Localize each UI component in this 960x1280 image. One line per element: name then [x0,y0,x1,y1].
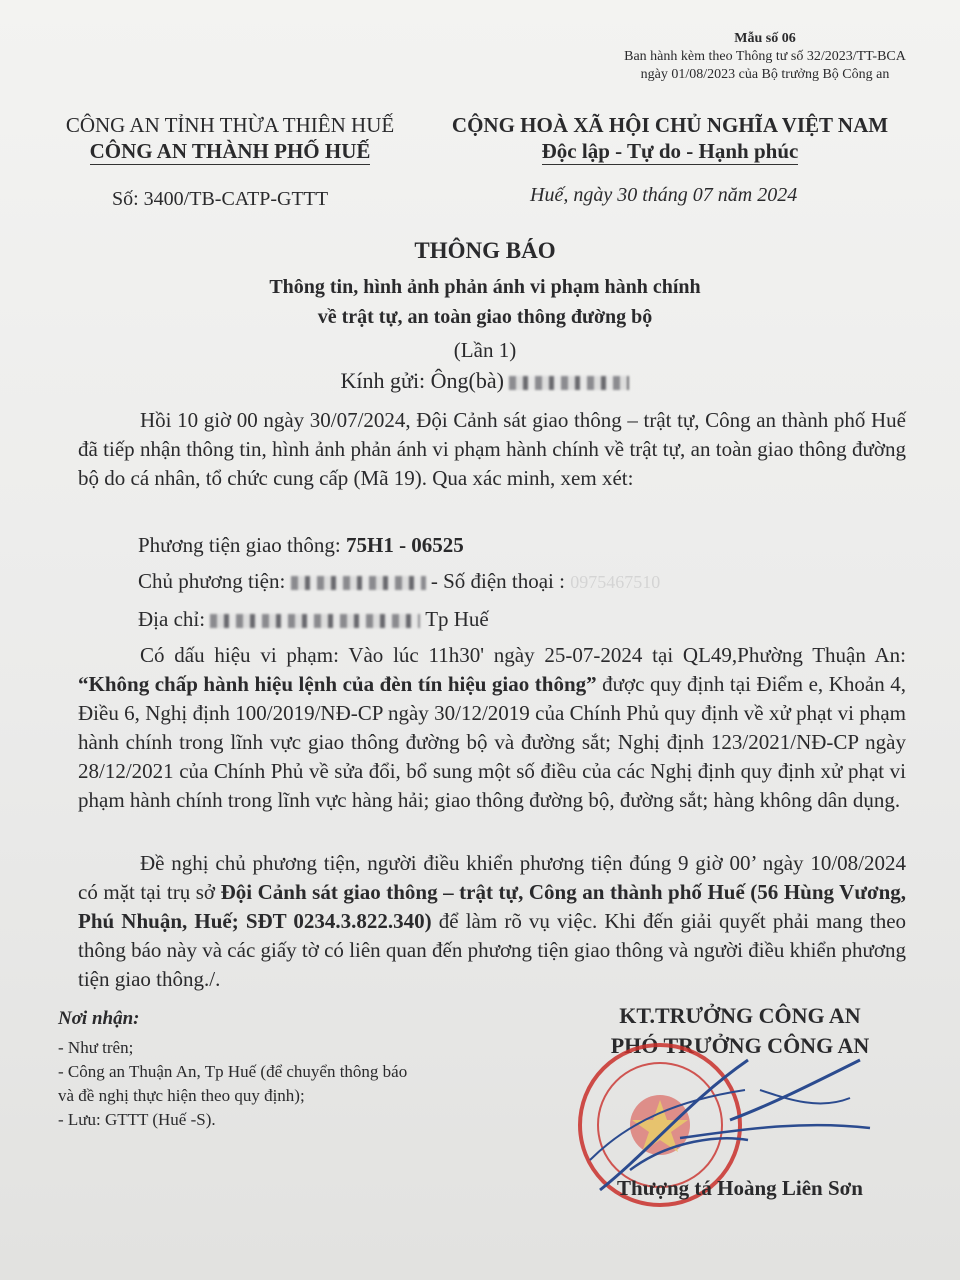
handwritten-signature [560,1050,880,1160]
request-intro: Đề nghị chủ phương tiện, người điều khiển phương tiện đúng 9 giờ 00’ ngày 10/08/2024 có mặt tại trụ sở [78,851,906,904]
vehicle-line [138,530,464,560]
subtitle-line-2: về trật tự, an toàn giao thông đường bộ [317,306,653,328]
country-name: CỘNG HOÀ XÃ HỘI CHỦ NGHĨA VIỆT NAM [451,113,889,137]
recipient-item: và đề nghị thực hiện theo quy định); [58,1086,305,1105]
recipients-title: Nơi nhận: [58,1008,140,1029]
redacted-address [210,614,420,628]
document-title: THÔNG BÁO [414,238,556,263]
intro-text: Hồi 10 giờ 00 ngày 30/07/2024, Đội Cảnh sát giao thông – trật tự, Công an thành phố Huế đã tiếp nhận thông tin, hình ảnh phản ánh vi phạm hành chính về trật tự, an toàn giao thông đường bộ do cá nhân, tổ chức cung cấp (Mã 19). Qua xác minh, xem xét: [78,408,906,490]
paragraph-violation [78,641,906,815]
violation-legal-basis: được quy định tại Điểm e, Khoản 4, Điều 6, Nghị định 100/2019/NĐ-CP ngày 30/12/2019 của Chính Phủ quy định về xử phạt vi phạm hành chính trong lĩnh vực giao thông đường bộ và đường sắt; Nghị định 123/2021/NĐ-CP ngày 28/12/2021 của Chính Phủ về sửa đổi, bổ sung một số điều của các Nghị định quy định xử phạt vi phạm hành chính trong lĩnh vực hàng hải; giao thông đường bộ, đường sắt; hàng không dân dụng. [78,672,906,812]
violation-description: “Không chấp hành hiệu lệnh của đèn tín hiệu giao thông” [78,672,597,696]
issuing-agency [40,112,420,165]
address-label: Địa chỉ: [138,607,206,631]
document-subtitle [80,272,890,332]
redacted-owner [291,576,426,590]
form-number: Mẫu số 06 [734,31,796,46]
phone-value: 0975467510 [570,572,661,592]
national-motto: Độc lập - Tự do - Hạnh phúc [541,139,799,163]
recipient-item: - Lưu: GTTT (Huế -S). [58,1110,216,1129]
redacted-name [509,376,629,390]
agency-parent: CÔNG AN TỈNH THỪA THIÊN HUẾ [65,113,395,137]
vehicle-plate: 75H1 - 06525 [345,533,464,557]
document-number: Số: 3400/TB-CATP-GTTT [112,188,329,210]
paragraph-intro [78,406,906,493]
vehicle-label: Phương tiện giao thông: [138,533,341,557]
owner-line [138,566,660,597]
address-city: Tp Huế [425,607,489,631]
agency-name: CÔNG AN THÀNH PHỐ HUẾ [89,139,371,163]
recipient-label: Kính gửi: Ông(bà) [340,368,504,393]
office-address: Đội Cảnh sát giao thông – trật tự, Công an thành phố Huế (56 Hùng Vương, Phú Nhuận, Huế; SĐT 0234.3.822.340) [78,880,907,933]
paragraph-request [78,849,906,994]
form-reference [600,30,930,84]
form-issued-by: Ban hành kèm theo Thông tư số 32/2023/TT-BCA [624,49,906,64]
subtitle-line-1: Thông tin, hình ảnh phản ánh vi phạm hành chính [269,276,701,298]
recipient-item: - Như trên; [58,1038,134,1057]
phone-label: - Số điện thoại : [430,569,565,593]
signature-title-1: KT.TRƯỞNG CÔNG AN [619,1003,861,1028]
form-issued-date: ngày 01/08/2023 của Bộ trưởng Bộ Công an [640,67,890,82]
document-date: Huế, ngày 30 tháng 07 năm 2024 [530,184,798,206]
signer-name: Thượng tá Hoàng Liên Sơn [617,1176,863,1200]
owner-label: Chủ phương tiện: [138,569,286,593]
violation-intro: Có dấu hiệu vi phạm: Vào lúc 11h30' ngày 25-07-2024 tại QL49,Phường Thuận An: [140,643,906,667]
recipient-line [80,368,890,394]
address-line [138,604,489,634]
signature-title-2: PHÓ TRƯỞNG CÔNG AN [610,1033,870,1058]
attempt-number: (Lần 1) [453,338,517,362]
national-header [430,112,910,165]
request-details: để làm rõ vụ việc. Khi đến giải quyết phải mang theo thông báo này và các giấy tờ có liên quan đến phương tiện giao thông và người điều khiển phương tiện giao thông./. [78,909,907,991]
recipient-item: - Công an Thuận An, Tp Huế (để chuyển thông báo [58,1062,408,1081]
